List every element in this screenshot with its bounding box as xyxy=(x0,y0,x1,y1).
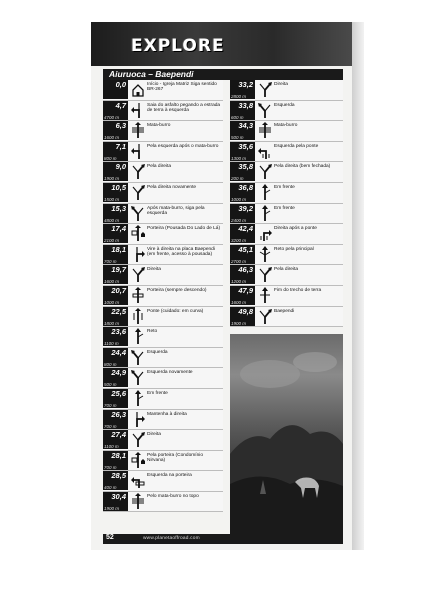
km-box xyxy=(230,204,255,223)
partial-distance: 2100 m xyxy=(104,238,120,244)
partial-distance: 1600 m xyxy=(231,299,247,305)
km-value: 39,2 xyxy=(238,203,253,213)
partial-distance: 2700 m xyxy=(231,258,247,264)
straight-icon xyxy=(130,328,146,345)
km-box xyxy=(230,265,255,284)
turn-right-icon xyxy=(130,246,146,263)
magazine-page xyxy=(91,22,352,550)
step-instruction: Esquerda na porteira xyxy=(147,473,192,479)
step-instruction: Esquerda pela ponte xyxy=(274,143,319,149)
km-box xyxy=(103,368,128,387)
km-box xyxy=(103,492,128,511)
km-box xyxy=(103,204,128,223)
step-instruction: Mantenha à direita xyxy=(147,411,187,417)
fork-right-icon xyxy=(130,431,146,448)
km-value: 20,7 xyxy=(111,285,126,295)
route-step-row xyxy=(103,389,223,410)
partial-distance: 2800 m xyxy=(231,94,247,99)
km-box xyxy=(230,245,255,264)
km-value: 17,4 xyxy=(111,224,126,234)
km-value: 4,7 xyxy=(115,100,126,110)
partial-distance: 700 m xyxy=(104,464,117,470)
header-band xyxy=(91,22,352,66)
km-box xyxy=(103,224,128,243)
km-box xyxy=(230,121,255,140)
partial-distance: 1600 m xyxy=(104,135,120,141)
km-value: 45,1 xyxy=(238,244,253,254)
partial-distance: 1000 m xyxy=(104,299,120,305)
km-box xyxy=(230,183,255,202)
km-box xyxy=(103,348,128,367)
partial-distance: 4700 m xyxy=(104,114,120,120)
route-step-row xyxy=(230,224,343,245)
landscape-photo-drawing xyxy=(230,334,343,539)
partial-distance: 1900 m xyxy=(104,505,120,511)
straight-icon xyxy=(257,184,273,201)
km-value: 35,8 xyxy=(238,162,253,172)
km-value: 27,4 xyxy=(111,430,126,440)
step-instruction: Baependi xyxy=(274,308,295,314)
step-instruction: Após mata-burro, siga pela esquerda xyxy=(147,205,205,216)
km-value: 15,3 xyxy=(111,203,126,213)
partial-distance: 1900 m xyxy=(231,320,247,326)
partial-distance: 1100 m xyxy=(104,444,119,450)
step-instruction: Ponte (cuidado: em curva) xyxy=(147,308,204,314)
step-instruction: Pela esquerda após o mata-burro xyxy=(147,143,219,149)
km-box xyxy=(230,286,255,305)
step-instruction: Vire à direita na placa Baependi (em frente, acesso à pousada) xyxy=(147,246,215,258)
route-step-row xyxy=(103,162,223,183)
turn-right-icon xyxy=(130,411,146,428)
fork-right-icon xyxy=(257,163,273,180)
fork-right-icon xyxy=(257,308,273,325)
route-step-row xyxy=(230,101,343,122)
km-value: 19,7 xyxy=(111,265,126,275)
partial-distance: 700 m xyxy=(104,258,117,264)
step-instruction: Pela direita (bem fechada) xyxy=(274,164,331,170)
page-edge-shadow xyxy=(352,22,364,550)
km-box xyxy=(103,101,128,120)
km-box xyxy=(103,410,128,429)
route-step-row xyxy=(230,162,343,183)
cattle-guard-icon xyxy=(257,122,273,139)
km-value: 9,0 xyxy=(115,162,126,172)
km-value: 18,1 xyxy=(111,244,126,254)
turn-left-icon xyxy=(130,143,146,160)
cattle-guard-icon xyxy=(130,122,146,139)
cattle-guard-icon xyxy=(130,493,146,510)
partial-distance: 1500 m xyxy=(104,196,120,202)
km-box xyxy=(230,80,255,99)
km-box xyxy=(230,162,255,181)
km-value: 46,3 xyxy=(238,265,253,275)
route-step-row xyxy=(103,471,223,492)
step-instruction: Pela direita xyxy=(274,267,298,273)
km-box xyxy=(103,327,128,346)
route-step-row xyxy=(103,204,223,225)
route-step-row xyxy=(103,327,223,348)
step-instruction: Direita após a ponte xyxy=(274,226,317,232)
km-value: 24,4 xyxy=(111,347,126,357)
fork-left-icon xyxy=(130,349,146,366)
partial-distance: 500 m xyxy=(231,135,244,141)
step-instruction: Pela direita xyxy=(147,164,171,170)
step-instruction: Em frente xyxy=(274,184,295,190)
partial-distance: 3200 m xyxy=(231,238,247,244)
straight-icon xyxy=(257,205,273,222)
route-step-row xyxy=(103,492,223,513)
km-box xyxy=(103,142,128,161)
km-box xyxy=(103,471,128,490)
partial-distance: 800 m xyxy=(104,155,117,161)
km-value: 34,3 xyxy=(238,121,253,131)
km-box xyxy=(103,430,128,449)
route-step-row xyxy=(230,204,343,225)
partial-distance: 4800 m xyxy=(104,217,120,223)
route-step-row xyxy=(103,410,223,431)
fork-right-icon xyxy=(130,184,146,201)
partial-distance: 700 m xyxy=(104,402,117,408)
km-box xyxy=(103,451,128,470)
partial-distance: 1100 m xyxy=(104,341,119,347)
km-box xyxy=(230,307,255,326)
step-instruction: Pela direita novamente xyxy=(147,184,197,190)
route-step-row xyxy=(103,224,223,245)
partial-distance: 500 m xyxy=(104,382,117,388)
km-box xyxy=(103,307,128,326)
fork-right-icon xyxy=(130,266,146,283)
route-step-row xyxy=(230,142,343,163)
km-value: 36,8 xyxy=(238,182,253,192)
step-instruction: Fim do trecho de terra xyxy=(274,287,322,293)
route-step-row xyxy=(103,451,223,472)
km-value: 22,5 xyxy=(111,306,126,316)
route-step-row xyxy=(230,286,343,307)
route-title: Aiuruoca – Baependi xyxy=(109,69,194,79)
step-instruction: Direita xyxy=(147,267,161,273)
km-box xyxy=(230,142,255,161)
gate-icon xyxy=(130,287,146,304)
route-step-row xyxy=(103,80,223,101)
step-instruction: Direita xyxy=(274,82,288,87)
route-column-left xyxy=(103,80,223,512)
step-instruction: Esquerda xyxy=(274,102,295,108)
landscape-photo xyxy=(230,334,343,539)
km-value: 35,6 xyxy=(238,141,253,151)
step-instruction: Pelo mata-burro no topo xyxy=(147,493,199,499)
partial-distance: 1300 m xyxy=(231,155,247,161)
km-value: 25,6 xyxy=(111,388,126,398)
fork-left-icon xyxy=(257,102,273,119)
fork-left-icon xyxy=(130,369,146,386)
footer-url: www.planetaoffroad.com xyxy=(143,536,200,541)
step-instruction: Mata-burro xyxy=(147,123,171,129)
km-box xyxy=(103,389,128,408)
km-value: 30,4 xyxy=(111,491,126,501)
partial-distance: 1900 m xyxy=(104,176,120,182)
step-instruction: Em frente xyxy=(274,205,295,211)
route-step-row xyxy=(103,183,223,204)
km-box xyxy=(103,183,128,202)
route-step-row xyxy=(230,121,343,142)
route-title-bar xyxy=(103,69,343,80)
bridge-right-icon xyxy=(257,225,273,242)
fork-right-icon xyxy=(130,163,146,180)
partial-distance: 800 m xyxy=(104,361,117,367)
route-step-row xyxy=(103,121,223,142)
bridge-left-icon xyxy=(257,143,273,160)
route-step-row xyxy=(103,430,223,451)
turn-left-icon xyxy=(130,102,146,119)
route-column-right xyxy=(230,80,343,327)
km-value: 0,0 xyxy=(115,80,126,89)
step-instruction: Porteira (Pousada Do Lado de Lá) xyxy=(147,226,221,232)
gate-left-icon xyxy=(130,472,146,489)
step-instruction: Mata-burro xyxy=(274,123,298,129)
km-value: 49,8 xyxy=(238,306,253,316)
route-step-row xyxy=(103,142,223,163)
km-value: 6,3 xyxy=(115,121,126,131)
step-instruction: Em frente xyxy=(147,390,168,396)
route-step-row xyxy=(230,80,343,101)
km-box xyxy=(103,80,128,99)
step-instruction: Direita xyxy=(147,432,161,438)
route-step-row xyxy=(103,245,223,266)
km-value: 42,4 xyxy=(238,224,253,234)
route-step-row xyxy=(103,348,223,369)
fork-right-icon xyxy=(257,81,273,98)
partial-distance: 1800 m xyxy=(104,320,120,326)
km-value: 28,5 xyxy=(111,471,126,481)
km-value: 26,3 xyxy=(111,409,126,419)
step-instruction: Início - Igreja Matriz Siga sentido BR-267 xyxy=(147,82,217,93)
step-instruction: Reto pela principal xyxy=(274,246,314,252)
route-step-row xyxy=(103,265,223,286)
km-value: 33,8 xyxy=(238,100,253,110)
bridge-icon xyxy=(130,308,146,325)
straight-icon xyxy=(130,390,146,407)
step-instruction: Reto xyxy=(147,329,158,335)
km-box xyxy=(103,286,128,305)
km-value: 7,1 xyxy=(115,141,126,151)
gate-house-icon xyxy=(130,225,146,242)
km-box xyxy=(103,121,128,140)
footer-bar xyxy=(103,534,343,544)
partial-distance: 1600 m xyxy=(104,279,120,285)
km-value: 24,9 xyxy=(111,368,126,378)
section-title: EXPLORE xyxy=(131,36,225,56)
partial-distance: 600 m xyxy=(231,114,244,120)
route-step-row xyxy=(230,183,343,204)
step-instruction: Esquerda xyxy=(147,349,168,355)
step-instruction: Porteira (sempre descendo) xyxy=(147,287,207,293)
step-instruction: Saia do asfalto pegando a estrada de terra à esquerda xyxy=(147,102,221,113)
km-box xyxy=(103,162,128,181)
route-step-row xyxy=(103,368,223,389)
fork-right-icon xyxy=(257,266,273,283)
route-step-row xyxy=(103,286,223,307)
km-box xyxy=(230,224,255,243)
step-instruction: Esquerda novamente xyxy=(147,370,193,376)
partial-distance: 400 m xyxy=(104,485,117,491)
km-box xyxy=(103,245,128,264)
km-value: 33,2 xyxy=(238,80,253,89)
route-step-row xyxy=(230,245,343,266)
km-value: 47,9 xyxy=(238,285,253,295)
partial-distance: 700 m xyxy=(104,423,117,429)
step-instruction: Pela porteira (Condomínio Nirvana) xyxy=(147,452,203,464)
partial-distance: 2400 m xyxy=(231,217,247,223)
straight-main-icon xyxy=(257,246,273,263)
km-box xyxy=(230,101,255,120)
partial-distance: 1200 m xyxy=(231,279,247,285)
fork-left-icon xyxy=(130,205,146,222)
route-step-row xyxy=(103,101,223,122)
partial-distance: 1000 m xyxy=(231,196,247,202)
start-house-icon xyxy=(130,81,146,98)
km-box xyxy=(103,265,128,284)
km-value: 23,6 xyxy=(111,327,126,337)
km-value: 28,1 xyxy=(111,450,126,460)
route-step-row xyxy=(230,307,343,328)
end-dirt-icon xyxy=(257,287,273,304)
partial-distance: 200 m xyxy=(231,176,244,182)
km-value: 10,5 xyxy=(111,182,126,192)
route-step-row xyxy=(103,307,223,328)
gate-house-icon xyxy=(130,452,146,469)
route-step-row xyxy=(230,265,343,286)
page-number: 52 xyxy=(106,534,114,541)
